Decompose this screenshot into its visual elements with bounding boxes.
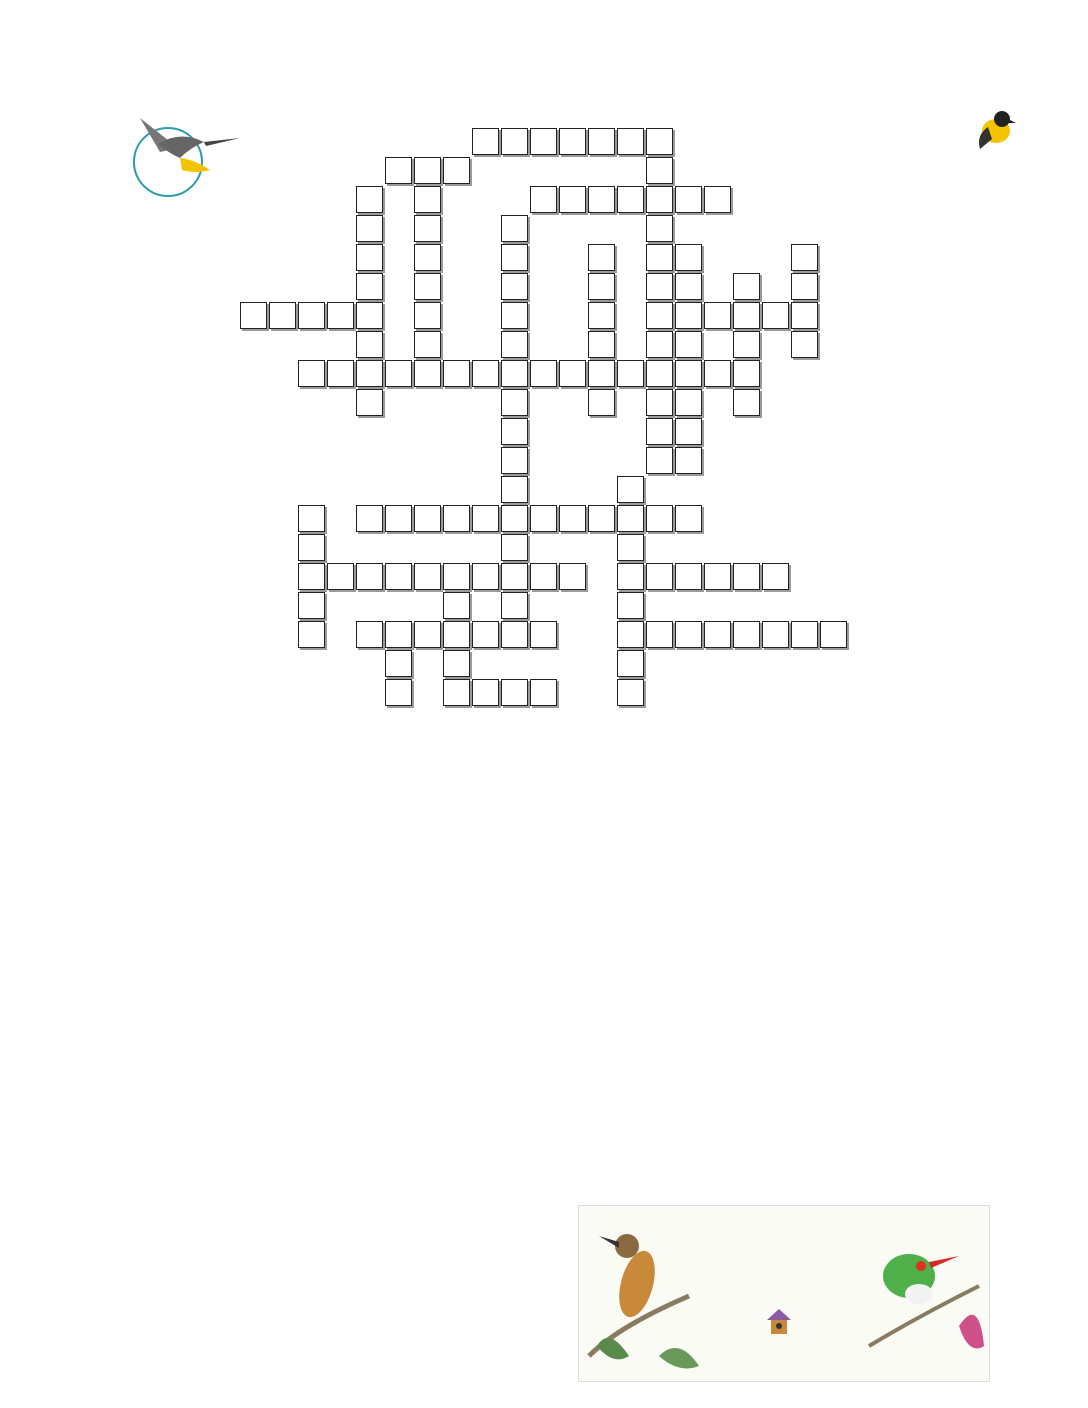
crossword-cell[interactable] — [791, 331, 818, 358]
crossword-cell[interactable] — [472, 563, 499, 590]
crossword-cell[interactable] — [762, 621, 789, 648]
crossword-cell[interactable] — [414, 331, 441, 358]
crossword-cell[interactable] — [414, 157, 441, 184]
crossword-cell[interactable] — [356, 621, 383, 648]
crossword-cell[interactable] — [733, 331, 760, 358]
crossword-cell[interactable] — [356, 360, 383, 387]
crossword-cell[interactable] — [356, 186, 383, 213]
crossword-cell[interactable] — [762, 563, 789, 590]
crossword-cell[interactable] — [530, 621, 557, 648]
crossword-cell[interactable] — [646, 418, 673, 445]
crossword-cell[interactable] — [530, 128, 557, 155]
crossword-cell[interactable] — [327, 302, 354, 329]
crossword-cell[interactable] — [559, 360, 586, 387]
crossword-cell[interactable] — [675, 418, 702, 445]
crossword-cell[interactable] — [646, 244, 673, 271]
crossword-cell[interactable] — [588, 273, 615, 300]
crossword-cell[interactable] — [617, 360, 644, 387]
crossword-cell[interactable] — [646, 621, 673, 648]
crossword-cell[interactable] — [298, 360, 325, 387]
crossword-cell[interactable] — [617, 650, 644, 677]
crossword-cell[interactable] — [675, 621, 702, 648]
crossword-cell[interactable] — [443, 157, 470, 184]
crossword-cell[interactable] — [472, 679, 499, 706]
crossword-cell[interactable] — [559, 128, 586, 155]
crossword-cell[interactable] — [501, 476, 528, 503]
crossword-cell[interactable] — [791, 244, 818, 271]
crossword-cell[interactable] — [501, 679, 528, 706]
crossword-cell[interactable] — [704, 360, 731, 387]
crossword-cell[interactable] — [385, 505, 412, 532]
crossword-cell[interactable] — [443, 360, 470, 387]
crossword-cell[interactable] — [617, 679, 644, 706]
crossword-cell[interactable] — [617, 505, 644, 532]
crossword-cell[interactable] — [443, 650, 470, 677]
crossword-cell[interactable] — [356, 215, 383, 242]
crossword-cell[interactable] — [501, 389, 528, 416]
crossword-cell[interactable] — [501, 128, 528, 155]
crossword-cell[interactable] — [501, 418, 528, 445]
thrasher-illustration-icon — [579, 1206, 709, 1381]
crossword-cell[interactable] — [501, 244, 528, 271]
crossword-cell[interactable] — [559, 563, 586, 590]
crossword-cell[interactable] — [472, 128, 499, 155]
crossword-cell[interactable] — [791, 621, 818, 648]
crossword-cell[interactable] — [617, 621, 644, 648]
crossword-cell[interactable] — [414, 621, 441, 648]
crossword-cell[interactable] — [356, 302, 383, 329]
birdhouse-icon — [764, 1306, 794, 1336]
crossword-cell[interactable] — [443, 679, 470, 706]
crossword-cell[interactable] — [298, 563, 325, 590]
crossword-cell[interactable] — [414, 505, 441, 532]
crossword-cell[interactable] — [675, 360, 702, 387]
crossword-cell[interactable] — [356, 389, 383, 416]
crossword-cell[interactable] — [675, 186, 702, 213]
crossword-cell[interactable] — [617, 128, 644, 155]
crossword-cell[interactable] — [646, 273, 673, 300]
crossword-cell[interactable] — [501, 621, 528, 648]
crossword-cell[interactable] — [385, 679, 412, 706]
crossword-cell[interactable] — [356, 244, 383, 271]
crossword-cell[interactable] — [704, 563, 731, 590]
crossword-cell[interactable] — [356, 331, 383, 358]
crossword-cell[interactable] — [588, 244, 615, 271]
crossword-cell[interactable] — [443, 505, 470, 532]
crossword-cell[interactable] — [762, 302, 789, 329]
crossword-cell[interactable] — [414, 273, 441, 300]
crossword-cell[interactable] — [675, 389, 702, 416]
crossword-cell[interactable] — [588, 128, 615, 155]
crossword-cell[interactable] — [443, 563, 470, 590]
crossword-cell[interactable] — [472, 360, 499, 387]
crossword-cell[interactable] — [733, 621, 760, 648]
crossword-cell[interactable] — [646, 389, 673, 416]
crossword-cell[interactable] — [327, 563, 354, 590]
crossword-cell[interactable] — [356, 563, 383, 590]
crossword-cell[interactable] — [327, 360, 354, 387]
crossword-cell[interactable] — [820, 621, 847, 648]
crossword-cell[interactable] — [646, 331, 673, 358]
crossword-cell[interactable] — [501, 534, 528, 561]
crossword-cell[interactable] — [385, 621, 412, 648]
crossword-cell[interactable] — [414, 563, 441, 590]
crossword-cell[interactable] — [501, 215, 528, 242]
crossword-cell[interactable] — [704, 302, 731, 329]
crossword-cell[interactable] — [530, 563, 557, 590]
crossword-cell[interactable] — [414, 186, 441, 213]
crossword-cell[interactable] — [646, 360, 673, 387]
crossword-cell[interactable] — [501, 563, 528, 590]
crossword-cell[interactable] — [356, 505, 383, 532]
tody-illustration-icon — [859, 1206, 989, 1381]
crossword-cell[interactable] — [646, 563, 673, 590]
crossword-cell[interactable] — [617, 186, 644, 213]
crossword-cell[interactable] — [559, 186, 586, 213]
crossword-cell[interactable] — [559, 505, 586, 532]
crossword-cell[interactable] — [733, 389, 760, 416]
crossword-cell[interactable] — [646, 302, 673, 329]
crossword-cell[interactable] — [385, 360, 412, 387]
crossword-cell[interactable] — [588, 186, 615, 213]
crossword-cell[interactable] — [501, 273, 528, 300]
crossword-cell[interactable] — [385, 157, 412, 184]
crossword-cell[interactable] — [530, 360, 557, 387]
crossword-cell[interactable] — [704, 621, 731, 648]
crossword-cell[interactable] — [385, 563, 412, 590]
crossword-cell[interactable] — [443, 621, 470, 648]
crossword-cell[interactable] — [588, 389, 615, 416]
crossword-cell[interactable] — [443, 592, 470, 619]
crossword-cell[interactable] — [617, 476, 644, 503]
crossword-cell[interactable] — [791, 273, 818, 300]
crossword-cell[interactable] — [530, 679, 557, 706]
crossword-cell[interactable] — [298, 534, 325, 561]
crossword-cell[interactable] — [501, 592, 528, 619]
crossword-cell[interactable] — [298, 592, 325, 619]
crossword-cell[interactable] — [501, 505, 528, 532]
crossword-cell[interactable] — [588, 360, 615, 387]
crossword-cell[interactable] — [675, 563, 702, 590]
crossword-cell[interactable] — [298, 302, 325, 329]
crossword-cell[interactable] — [414, 302, 441, 329]
crossword-cell[interactable] — [646, 157, 673, 184]
crossword-cell[interactable] — [414, 215, 441, 242]
crossword-cell[interactable] — [675, 447, 702, 474]
crossword-cell[interactable] — [675, 273, 702, 300]
crossword-cell[interactable] — [472, 505, 499, 532]
crossword-cell[interactable] — [385, 650, 412, 677]
crossword-cell[interactable] — [530, 505, 557, 532]
crossword-cell[interactable] — [617, 592, 644, 619]
crossword-cell[interactable] — [704, 186, 731, 213]
crossword-cell[interactable] — [646, 447, 673, 474]
crossword-cell[interactable] — [646, 215, 673, 242]
cebf-banner — [578, 1205, 990, 1382]
crossword-cell[interactable] — [733, 360, 760, 387]
crossword-cell[interactable] — [414, 244, 441, 271]
crossword-cell[interactable] — [530, 186, 557, 213]
crossword-cell[interactable] — [269, 302, 296, 329]
crossword-cell[interactable] — [675, 302, 702, 329]
crossword-cell[interactable] — [472, 621, 499, 648]
crossword-cell[interactable] — [356, 273, 383, 300]
crossword-cell[interactable] — [501, 447, 528, 474]
crossword-cell[interactable] — [414, 360, 441, 387]
crossword-cell[interactable] — [675, 331, 702, 358]
crossword-cell[interactable] — [733, 563, 760, 590]
crossword-cell[interactable] — [298, 505, 325, 532]
crossword-cell[interactable] — [646, 186, 673, 213]
crossword-cell[interactable] — [501, 331, 528, 358]
crossword-cell[interactable] — [617, 563, 644, 590]
crossword-cell[interactable] — [588, 302, 615, 329]
crossword-cell[interactable] — [240, 302, 267, 329]
crossword-cell[interactable] — [791, 302, 818, 329]
crossword-cell[interactable] — [588, 505, 615, 532]
crossword-cell[interactable] — [733, 302, 760, 329]
crossword-cell[interactable] — [298, 621, 325, 648]
crossword-cell[interactable] — [646, 505, 673, 532]
crossword-cell[interactable] — [646, 128, 673, 155]
crossword-cell[interactable] — [675, 244, 702, 271]
crossword-cell[interactable] — [501, 360, 528, 387]
crossword-cell[interactable] — [588, 331, 615, 358]
crossword-cell[interactable] — [675, 505, 702, 532]
crossword-cell[interactable] — [617, 534, 644, 561]
crossword-cell[interactable] — [501, 302, 528, 329]
crossword-cell[interactable] — [733, 273, 760, 300]
